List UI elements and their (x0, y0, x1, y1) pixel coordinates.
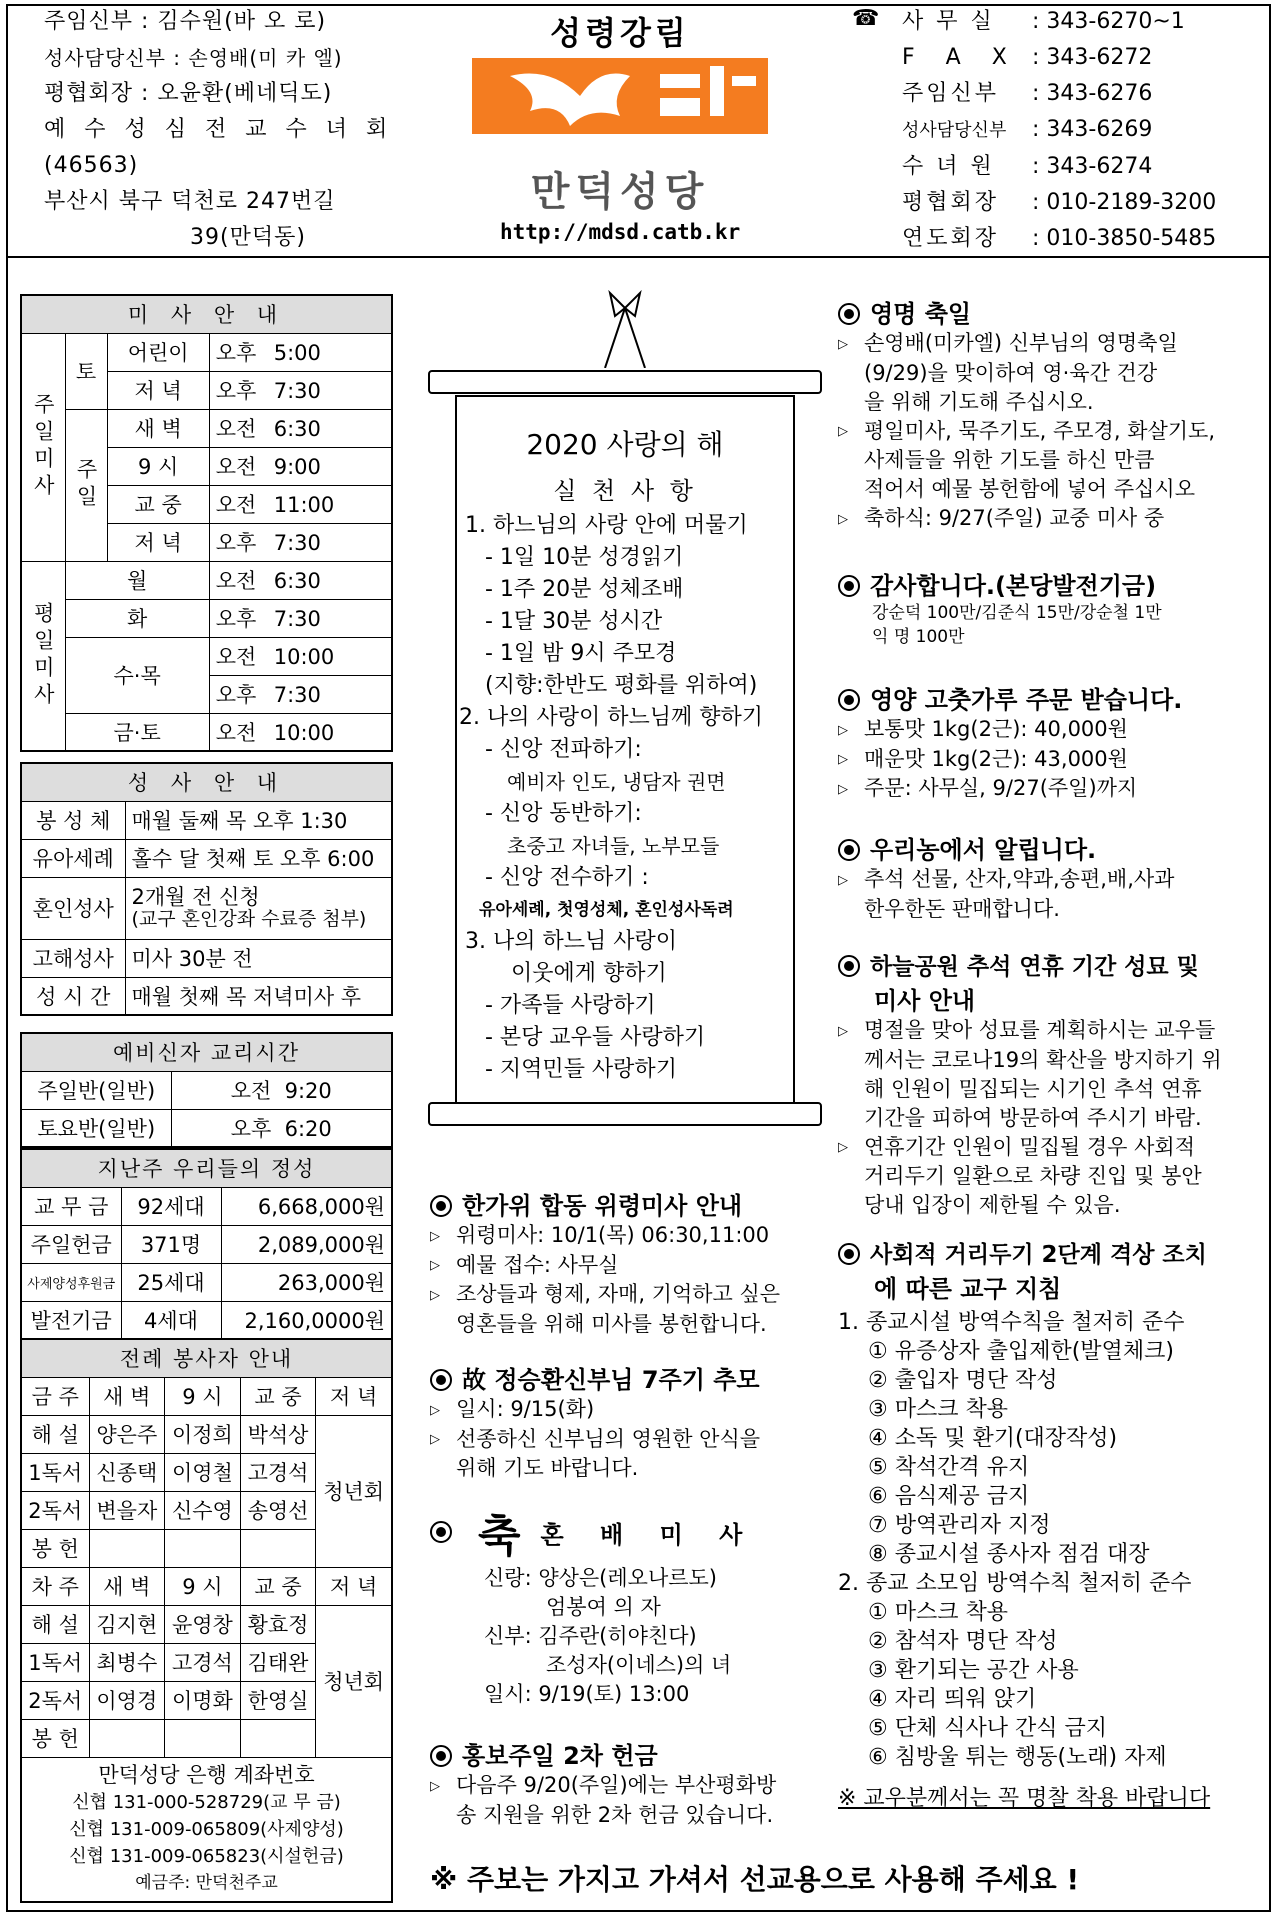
chuseok-title: 한가위 합동 위령미사 안내 (462, 1192, 743, 1220)
sacrament-table (20, 762, 393, 1016)
sacrament-time: 미사 30분 전 (125, 939, 392, 977)
thanks-notice: 감사합니다.(본당발전기금) 강순덕 100만/김준식 15만/강순철 1만 익 명 100만 (838, 566, 1258, 649)
offering-title: 지난주 우리들의 정성 (21, 1149, 392, 1187)
triangle-bullet-icon: ▷ (838, 722, 848, 738)
mass-time: 오후 7:30 (209, 371, 392, 409)
offering-type: 사제양성후원금 (21, 1263, 121, 1301)
scroll-line: 2. 나의 사랑이 하느님께 향하기 (459, 705, 763, 730)
server-name (165, 1719, 241, 1757)
sacrament-note: (교구 혼인강좌 수료증 첨부) (131, 908, 367, 930)
sacrament-name: 혼인성사 (21, 877, 125, 939)
mass-slot: 저 녁 (107, 371, 209, 409)
footer-note: ※ 주보는 가지고 가셔서 선교용으로 사용해 주세요 ! (430, 1863, 1080, 1896)
mass-time: 오전 6:30 (209, 409, 392, 447)
offering-amount: 6,668,000원 (221, 1187, 392, 1225)
servers-head: 금 주 (21, 1377, 89, 1415)
class-name: 주일반(일반) (21, 1071, 171, 1109)
scroll-line: 1. 하느님의 사랑 안에 머물기 (465, 513, 748, 538)
sunday-label: 주일 (74, 458, 98, 512)
nameday-title: 영명 축일 (870, 300, 972, 328)
scroll-line: - 1주 20분 성체조배 (485, 577, 684, 602)
bank-account: 신협 131-009-065823(시설헌금) (69, 1845, 344, 1867)
role: 1독서 (21, 1643, 89, 1681)
class-name: 토요반(일반) (21, 1109, 171, 1147)
role: 1독서 (21, 1453, 89, 1491)
sacrament-name: 성 시 간 (21, 977, 125, 1015)
offering-type: 발전기금 (21, 1301, 121, 1339)
evening-server: 청년회 (316, 1605, 392, 1757)
memorial-notice: 故 정승환신부님 7주기 추모 ▷ 일시: 9/15(화) ▷ 선종하신 신부님의 영원한 안식을 위해 기도 바랍니다. (430, 1366, 761, 1480)
scroll-line: 초중고 자녀들, 노부모들 (507, 834, 720, 858)
bullet-circle-icon (430, 1195, 452, 1217)
cemetery-notice: 하늘공원 추석 연휴 기간 성묘 및 미사 안내 ▷ 명절을 맞아 성묘를 계획하시는 교우들 께서는 코로나19의 확산을 방지하기 위 해 인원이 밀집되는 시기인 추석 연휴 기간을 피하여 방문하여 주시기 바람. ▷ 연휴기간 인원이 밀집될 경우 사회적 거리두기 일환으로 차량 진입 및 봉안 당내 입장이 제한될 수 있음. (838, 954, 1222, 1217)
mass-title: 미 사 안 내 (21, 295, 392, 333)
role: 2독서 (21, 1681, 89, 1719)
catechumen-table (20, 1032, 393, 1148)
server-name: 고경석 (240, 1453, 316, 1491)
sacrament-time: 매월 첫째 목 저녁미사 후 (125, 977, 392, 1015)
bank-owner: 예금주: 만덕천주교 (135, 1872, 278, 1893)
scroll-line: 유아세례, 첫영성체, 혼인성사독려 (479, 900, 734, 920)
nameday-notice: 영명 축일 ▷ 손영배(미카엘) 신부님의 영명축일 (9/29)을 맞이하여 영·육간 건강 을 위해 기도해 주십시오. ▷ 평일미사, 묵주기도, 주모경, 화살기도, 사제들을 위한 기도를 하신 만큼 적어서 예물 봉헌함에 넣어 주십시오 ▷ 축하식: 9/27(주일) 교중 미사 중 (838, 294, 1258, 534)
scroll-line: - 신앙 전파하기: (485, 737, 642, 762)
server-name: 황효정 (240, 1605, 316, 1643)
bank-account: 신협 131-000-528729(교 무 금) (72, 1791, 341, 1813)
distancing-title: 사회적 거리두기 2단계 격상 조치 (870, 1242, 1207, 1268)
server-name: 이영철 (165, 1453, 241, 1491)
sacrament-time: 홀수 달 첫째 토 오후 6:00 (125, 839, 392, 877)
triangle-bullet-icon: ▷ (838, 1023, 848, 1039)
server-name (165, 1529, 241, 1567)
mass-time: 오전 10:00 (209, 713, 392, 751)
bank-account: 신협 131-009-065809(사제양성) (69, 1818, 344, 1840)
scroll-line: - 본당 교우들 사랑하기 (485, 1025, 706, 1050)
sisters-line: 예 수 성 심 전 교 수 녀 회 (44, 117, 394, 142)
role: 해 설 (21, 1415, 89, 1453)
triangle-bullet-icon: ▷ (430, 1402, 440, 1418)
mass-time: 오전 6:30 (209, 561, 392, 599)
server-name: 이정희 (165, 1415, 241, 1453)
server-name: 송영선 (240, 1491, 316, 1529)
scroll-panel (455, 395, 795, 1105)
server-name (89, 1719, 165, 1757)
promo-title: 홍보주일 2차 헌금 (462, 1742, 658, 1770)
server-name: 양은주 (89, 1415, 165, 1453)
pepper-notice: 영양 고춧가루 주문 받습니다. ▷ 보통맛 1kg(2근): 40,000원 ▷ 매운맛 1kg(2근): 43,000원 ▷ 주문: 사무실, 9/27(주일)까지 (838, 680, 1258, 804)
bullet-circle-icon (838, 955, 860, 977)
mass-time: 오후 7:30 (209, 599, 392, 637)
mass-day: 금·토 (65, 713, 209, 751)
header-left (44, 4, 404, 256)
sacrament-name: 고해성사 (21, 939, 125, 977)
bullet-circle-icon (838, 689, 860, 711)
scroll-line: 예비자 인도, 냉담자 권면 (507, 770, 726, 794)
triangle-bullet-icon: ▷ (838, 781, 848, 797)
scroll-line: 이웃에게 향하기 (511, 961, 667, 986)
contact-assistant: 성사담당신부 : 343-6269 (902, 117, 1153, 142)
triangle-bullet-icon: ▷ (838, 424, 848, 439)
mass-day: 화 (65, 599, 209, 637)
catechumen-title: 예비신자 교리시간 (21, 1033, 392, 1071)
server-name: 이명화 (165, 1681, 241, 1719)
triangle-bullet-icon: ▷ (430, 1778, 440, 1794)
logo-text: 만덕성당 (530, 169, 710, 215)
evening-server: 청년회 (316, 1415, 392, 1567)
role: 해 설 (21, 1605, 89, 1643)
servers-head: 저 녁 (316, 1377, 392, 1415)
contact-prayer-society: 연도회장 : 010-3850-5485 (902, 226, 1217, 251)
triangle-bullet-icon: ▷ (430, 1287, 440, 1303)
website-link[interactable]: http://mdsd.catb.kr (500, 220, 741, 244)
scroll-line: - 신앙 전수하기 : (485, 865, 649, 890)
sacrament-title: 성 사 안 내 (21, 763, 392, 801)
triangle-bullet-icon: ▷ (838, 336, 848, 352)
server-name: 신수영 (165, 1491, 241, 1529)
servers-head: 9 시 (165, 1567, 241, 1605)
bullet-circle-icon (838, 839, 860, 861)
server-name: 윤영창 (165, 1605, 241, 1643)
mass-slot: 교 중 (107, 485, 209, 523)
offering-amount: 263,000원 (221, 1263, 392, 1301)
offering-type: 주일헌금 (21, 1225, 121, 1263)
servers-head: 저 녁 (316, 1567, 392, 1605)
mass-time: 오전 11:00 (209, 485, 392, 523)
memorial-title: 故 정승환신부님 7주기 추모 (462, 1366, 760, 1394)
mass-time: 오후 5:00 (209, 333, 392, 371)
weekday-mass-label: 평일미사 (31, 601, 56, 710)
phone-icon: ☎ (852, 6, 880, 31)
contact-office: 사 무 실 : 343-6270~1 (902, 9, 1185, 34)
pepper-title: 영양 고춧가루 주문 받습니다. (870, 686, 1183, 714)
thanks-title: 감사합니다.(본당발전기금) (870, 572, 1157, 600)
servers-head: 9 시 (165, 1377, 241, 1415)
class-time: 오전 9:20 (171, 1071, 392, 1109)
triangle-bullet-icon: ▷ (430, 1228, 440, 1244)
chuseok-notice: 한가위 합동 위령미사 안내 ▷ 위령미사: 10/1(목) 06:30,11:00 ▷ 예물 접수: 사무실 ▷ 조상들과 형제, 자매, 기억하고 싶은 영혼들을 위해 미사를 봉헌합니다. (430, 1192, 781, 1336)
triangle-bullet-icon: ▷ (838, 872, 848, 888)
offering-type: 교 무 금 (21, 1187, 121, 1225)
sunday-mass-label: 주일미사 (31, 393, 56, 501)
bank-title: 만덕성당 은행 계좌번호 (98, 1762, 315, 1787)
offering-amount: 2,089,000원 (221, 1225, 392, 1263)
scroll-top-rod (428, 370, 822, 394)
mass-schedule-table (20, 294, 393, 752)
triangle-bullet-icon: ▷ (430, 1432, 440, 1447)
role: 2독서 (21, 1491, 89, 1529)
servers-head: 새 벽 (89, 1567, 165, 1605)
mass-day: 월 (65, 561, 209, 599)
celebration-badge: 축 (478, 1511, 521, 1562)
farm-title: 우리농에서 알립니다. (870, 836, 1097, 864)
triangle-bullet-icon: ▷ (838, 511, 848, 527)
mass-time: 오전 9:00 (209, 447, 392, 485)
role: 봉 헌 (21, 1529, 89, 1567)
council-president-line: 평협회장 : 오윤환(베네딕도) (44, 81, 333, 106)
contact-pastor: 주임신부 : 343-6276 (902, 81, 1153, 106)
name-tag-note: ※ 교우분께서는 꼭 명찰 착용 바랍니다 (838, 1786, 1211, 1811)
promo-sunday-notice: 홍보주일 2차 헌금 ▷ 다음주 9/20(주일)에는 부산평화방 송 지원을 위한 2차 헌금 있습니다. (430, 1742, 777, 1827)
scroll-title: 2020 사랑의 해 (526, 428, 724, 461)
server-name: 박석상 (240, 1415, 316, 1453)
scroll-subtitle: 실 천 사 항 (553, 477, 697, 505)
bullet-circle-icon (838, 575, 860, 597)
mass-slot: 저 녁 (107, 523, 209, 561)
offering-count: 4세대 (121, 1301, 221, 1339)
class-time: 오후 6:20 (171, 1109, 392, 1147)
server-name: 이영경 (89, 1681, 165, 1719)
servers-table (20, 1338, 393, 1903)
scroll-line: (지향:한반도 평화를 위하여) (485, 673, 758, 698)
servers-head: 교 중 (240, 1567, 316, 1605)
scroll-line: - 신앙 동반하기: (485, 801, 642, 826)
triangle-bullet-icon: ▷ (430, 1258, 440, 1273)
bullet-circle-icon (838, 303, 860, 325)
contact-list (902, 4, 1262, 257)
offering-count: 25세대 (121, 1263, 221, 1301)
servers-head: 차 주 (21, 1567, 89, 1605)
servers-head: 교 중 (240, 1377, 316, 1415)
pastor-line: 주임신부 : 김수원(바 오 로) (44, 9, 327, 34)
contact-convent: 수 녀 원 : 343-6274 (902, 154, 1153, 179)
server-name: 김태완 (240, 1643, 316, 1681)
header-title: 성령강림 (550, 14, 690, 52)
mass-day: 수·목 (65, 637, 209, 713)
scroll-line: - 1일 10분 성경읽기 (485, 545, 684, 570)
saturday-label: 토 (65, 333, 107, 409)
server-name: 김지현 (89, 1605, 165, 1643)
offering-amount: 2,160,0000원 (221, 1301, 392, 1339)
wedding-notice: 축 혼 배 미 사 신랑: 양상은(레오나르도) 엄봉여 의 자 신부: 김주란(히야친다) 조성자(이네스)의 녀 일시: 9/19(토) 13:00 (430, 1500, 830, 1709)
scroll-line: - 1일 밤 9시 주모경 (485, 641, 677, 666)
postcode-line: (46563) (44, 153, 139, 178)
sacrament-time: 2개월 전 신청 (131, 885, 260, 909)
server-name (89, 1529, 165, 1567)
server-name: 신종택 (89, 1453, 165, 1491)
scroll-line: 3. 나의 하느님 사랑이 (465, 929, 677, 954)
offering-count: 371명 (121, 1225, 221, 1263)
servers-title: 전례 봉사자 안내 (21, 1339, 392, 1377)
offering-table (20, 1148, 393, 1340)
triangle-bullet-icon: ▷ (838, 752, 848, 767)
scroll-line: - 1달 30분 성시간 (485, 609, 663, 634)
server-name: 한영실 (240, 1681, 316, 1719)
scroll-line: - 가족들 사랑하기 (485, 993, 656, 1018)
bullet-circle-icon (430, 1521, 452, 1543)
contact-council: 평협회장 : 010-2189-3200 (902, 190, 1217, 215)
mass-time: 오후 7:30 (209, 523, 392, 561)
server-name: 변을자 (89, 1491, 165, 1529)
servers-head: 새 벽 (89, 1377, 165, 1415)
mass-slot: 새 벽 (107, 409, 209, 447)
bullet-circle-icon (430, 1369, 452, 1391)
scroll-ribbon (600, 288, 650, 368)
sacrament-name: 유아세례 (21, 839, 125, 877)
triangle-bullet-icon: ▷ (838, 1140, 848, 1155)
sacrament-time: 매월 둘째 목 오후 1:30 (125, 801, 392, 839)
bullet-circle-icon (430, 1745, 452, 1767)
distancing-notice: 사회적 거리두기 2단계 격상 조치 에 따른 교구 지침 1. 종교시설 방역수칙을 철저히 준수 ① 유증상자 출입제한(발열체크) ② 출입자 명단 작성 ③ 마스크 착용 ④ 소독 및 환기(대장작성) ⑤ 착석간격 유지 ⑥ 음식제공 금지 ⑦ 방역관리자 지정 ⑧ 종교시설 종사자 점검 대장 2. 종교 소모임 방역수칙 철저히 준수 ① 마스크 착용 ② 참석자 명단 작성 ③ 환기되는 공간 사용 ④ 자리 띄워 앉기 ⑤ 단체 식사나 간식 금지 ⑥ 침방울 튀는 행동(노래) 자제 ※ 교우분께서는 꼭 명찰 착용 바랍니다 (838, 1236, 1258, 1813)
address-line: 부산시 북구 덕천로 247번길 (44, 189, 336, 214)
mass-time: 오후 7:30 (209, 675, 392, 713)
address-line-2: 39(만덕동) (190, 225, 306, 250)
mass-slot: 어린이 (107, 333, 209, 371)
cemetery-title: 하늘공원 추석 연휴 기간 성묘 및 (870, 954, 1199, 980)
contact-fax: F A X : 343-6272 (902, 45, 1153, 70)
scroll-bottom-rod (428, 1102, 822, 1126)
server-name (240, 1529, 316, 1567)
server-name: 최병수 (89, 1643, 165, 1681)
scroll-line: - 지역민들 사랑하기 (485, 1057, 677, 1082)
wedding-title: 혼 배 미 사 (540, 1520, 757, 1549)
assistant-pastor-line: 성사담당신부 : 손영배(미 카 엘) (44, 46, 343, 70)
mass-slot: 9 시 (107, 447, 209, 485)
server-name (240, 1719, 316, 1757)
role: 봉 헌 (21, 1719, 89, 1757)
mass-time: 오전 10:00 (209, 637, 392, 675)
sacrament-name: 봉 성 체 (21, 801, 125, 839)
server-name: 고경석 (165, 1643, 241, 1681)
offering-count: 92세대 (121, 1187, 221, 1225)
bullet-circle-icon (838, 1243, 860, 1265)
farm-notice: 우리농에서 알립니다. ▷ 추석 선물, 산자,약과,송편,배,사과 한우한돈 판매합니다. (838, 836, 1175, 921)
